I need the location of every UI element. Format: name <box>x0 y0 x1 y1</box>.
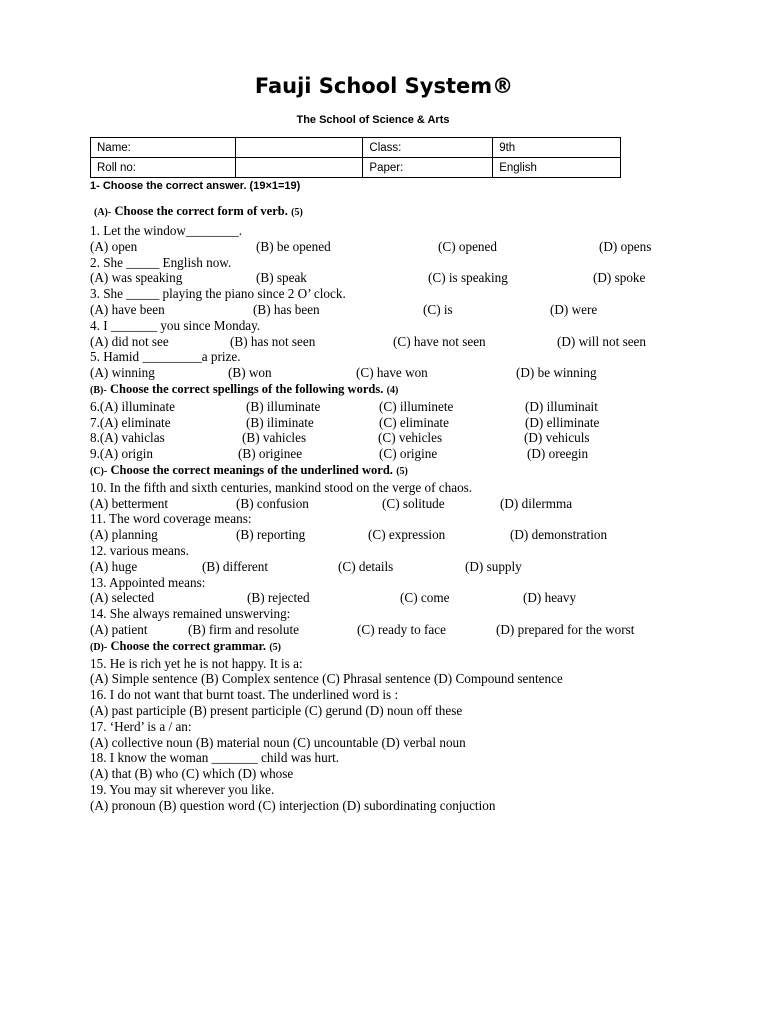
q12-option-d: (D) supply <box>465 558 522 574</box>
q4-option-a: (A) did not see <box>90 333 169 349</box>
q13-option-a: (A) selected <box>90 590 155 606</box>
q4-option-c: (C) have not seen <box>393 333 486 349</box>
paper-value: English <box>493 158 621 178</box>
q9-options <box>90 446 710 462</box>
class-label: Class: <box>363 138 493 158</box>
q7-option-b: (B) iliminate <box>246 414 314 430</box>
q8-options <box>90 430 710 446</box>
q2-options <box>90 270 710 286</box>
q5-options <box>90 365 710 381</box>
q6-option-b: (B) illuminate <box>246 398 321 414</box>
q15-options: (A) Simple sentence (B) Complex sentence (C) Phrasal sentence (D) Compound sentence <box>90 671 563 687</box>
name-value <box>235 138 363 158</box>
q1-option-d: (D) opens <box>599 238 652 254</box>
section-d-heading <box>90 638 710 656</box>
q16-text: 16. I do not want that burnt toast. The underlined word is : <box>90 687 399 703</box>
q9-option-c: (C) origine <box>379 446 438 462</box>
q5-option-c: (C) have won <box>356 365 428 381</box>
section-c-marks: (5) <box>396 465 408 477</box>
section-c-heading <box>90 462 710 480</box>
q3-options <box>90 302 710 318</box>
q8-option-b: (B) vahicles <box>242 430 307 446</box>
q3-option-c: (C) is <box>423 301 453 317</box>
q6-option-a: 6.(A) illuminate <box>90 398 175 414</box>
q13-options <box>90 590 710 606</box>
q2-option-d: (D) spoke <box>593 270 646 286</box>
q10-option-b: (B) confusion <box>236 495 309 511</box>
section-b-marks: (4) <box>386 384 399 396</box>
q13-option-d: (D) heavy <box>523 590 577 606</box>
roll-label: Roll no: <box>91 158 236 178</box>
q9-option-d: (D) oreegin <box>527 446 589 462</box>
school-title: Fauji School System® <box>254 74 514 98</box>
q5-option-a: (A) winning <box>90 365 155 381</box>
questions-body <box>90 203 710 813</box>
roll-value <box>235 158 363 178</box>
school-subtitle: The School of Science & Arts <box>296 114 450 126</box>
q12-text: 12. various means. <box>90 542 189 558</box>
q15-text: 15. He is rich yet he is not happy. It is a: <box>90 655 303 671</box>
q18-options: (A) that (B) who (C) which (D) whose <box>90 766 294 782</box>
q1-options <box>90 239 710 255</box>
q11-option-d: (D) demonstration <box>510 527 608 543</box>
q13-option-b: (B) rejected <box>247 590 310 606</box>
q7-option-c: (C) eliminate <box>379 414 449 430</box>
q9-option-b: (B) originee <box>238 446 303 462</box>
q1-option-a: (A) open <box>90 238 138 254</box>
q7-options <box>90 415 710 431</box>
q8-option-d: (D) vehiculs <box>524 430 590 446</box>
q8-option-a: 8.(A) vahiclas <box>90 430 165 446</box>
q3-option-a: (A) have been <box>90 301 165 317</box>
q2-text: 2. She _____ English now. <box>90 254 232 270</box>
q2-option-c: (C) is speaking <box>428 270 508 286</box>
q10-text: 10. In the fifth and sixth centuries, mankind stood on the verge of chaos. <box>90 479 473 495</box>
q10-option-d: (D) dilermma <box>500 495 573 511</box>
q3-option-d: (D) were <box>550 301 598 317</box>
section-c-prefix: (C)- <box>90 465 108 477</box>
section-c-text: Choose the correct meanings of the underlined word. <box>110 462 393 477</box>
q19-text: 19. You may sit wherever you like. <box>90 781 275 797</box>
q7-option-d: (D) elliminate <box>525 414 600 430</box>
main-instruction: 1- Choose the correct answer. (19×1=19) <box>90 180 301 192</box>
section-b-prefix: (B)- <box>90 384 107 396</box>
q6-option-c: (C) illuminete <box>379 398 454 414</box>
q14-option-b: (B) firm and resolute <box>188 621 299 637</box>
q5-text: 5. Hamid _________a prize. <box>90 349 241 365</box>
q3-option-b: (B) has been <box>253 301 320 317</box>
info-row-2 <box>91 158 621 178</box>
info-row-1 <box>91 138 621 158</box>
student-info-table <box>90 137 621 178</box>
q5-option-d: (D) be winning <box>516 365 597 381</box>
section-a-marks: (5) <box>291 207 303 218</box>
q11-text: 11. The word coverage means: <box>90 511 252 527</box>
q10-option-c: (C) solitude <box>382 495 445 511</box>
q11-option-a: (A) planning <box>90 527 158 543</box>
q14-option-a: (A) patient <box>90 621 148 637</box>
section-d-text: Choose the correct grammar. <box>110 638 267 653</box>
q11-option-b: (B) reporting <box>236 527 306 543</box>
class-value: 9th <box>493 138 621 158</box>
q1-option-c: (C) opened <box>438 238 497 254</box>
q4-option-b: (B) has not seen <box>230 333 316 349</box>
q19-options: (A) pronoun (B) question word (C) interjection (D) subordinating conjuction <box>90 797 496 813</box>
q4-options <box>90 334 710 350</box>
q17-text: 17. ‘Herd’ is a / an: <box>90 718 192 734</box>
q9-option-a: 9.(A) origin <box>90 446 153 462</box>
q6-options <box>90 399 710 415</box>
paper-label: Paper: <box>363 158 493 178</box>
section-a-heading <box>94 203 710 223</box>
q12-option-c: (C) details <box>338 558 394 574</box>
q4-option-d: (D) will not seen <box>557 333 646 349</box>
name-label: Name: <box>91 138 236 158</box>
q2-option-a: (A) was speaking <box>90 270 183 286</box>
q1-option-b: (B) be opened <box>256 238 331 254</box>
q10-option-a: (A) betterment <box>90 495 168 511</box>
q12-option-a: (A) huge <box>90 558 138 574</box>
section-a-text: Choose the correct form of verb. <box>114 204 288 218</box>
section-d-prefix: (D)- <box>90 641 108 653</box>
q14-option-d: (D) prepared for the worst <box>496 621 635 637</box>
q18-text: 18. I know the woman _______ child was hurt. <box>90 750 340 766</box>
section-a-prefix: (A)- <box>94 207 112 218</box>
q13-option-c: (C) come <box>400 590 450 606</box>
q3-text: 3. She _____ playing the piano since 2 O’ clock. <box>90 286 346 302</box>
q16-options: (A) past participle (B) present participle (C) gerund (D) noun off these <box>90 702 463 718</box>
q14-options <box>90 622 710 638</box>
q14-option-c: (C) ready to face <box>357 621 446 637</box>
q14-text: 14. She always remained unswerving: <box>90 606 291 622</box>
q11-options <box>90 527 710 543</box>
q10-options <box>90 496 710 512</box>
q6-option-d: (D) illuminait <box>525 398 598 414</box>
q12-option-b: (B) different <box>202 558 269 574</box>
q8-option-c: (C) vehicles <box>378 430 443 446</box>
q7-option-a: 7.(A) eliminate <box>90 414 171 430</box>
q4-text: 4. I _______ you since Monday. <box>90 317 261 333</box>
section-b-text: Choose the correct spellings of the following words. <box>109 381 384 396</box>
q17-options: (A) collective noun (B) material noun (C) uncountable (D) verbal noun <box>90 734 466 750</box>
section-b-heading <box>90 381 710 399</box>
q13-text: 13. Appointed means: <box>90 574 206 590</box>
q12-options <box>90 559 710 575</box>
q5-option-b: (B) won <box>228 365 272 381</box>
q1-text: 1. Let the window________. <box>90 223 243 238</box>
q2-option-b: (B) speak <box>256 270 307 286</box>
q11-option-c: (C) expression <box>368 527 446 543</box>
section-d-marks: (5) <box>269 641 281 653</box>
